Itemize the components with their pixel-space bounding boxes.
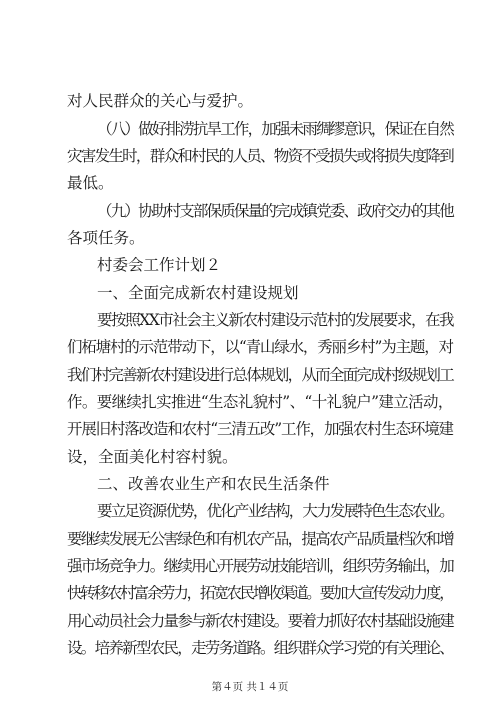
text-line: （九）协助村支部保质保量的完成镇党委、政府交办的其他 bbox=[97, 202, 454, 220]
text-line: （八）做好排涝抗旱工作，加强未雨绸缪意识，保证在自然 bbox=[97, 120, 454, 138]
text-line: 最低。 bbox=[67, 174, 114, 192]
text-line: 要继续发展无公害绿色和有机农产品，提高农产品质量档次和增 bbox=[67, 530, 454, 548]
text-line: 要立足资源优势，优化产业结构，大力发展特色生态农业。 bbox=[97, 502, 454, 520]
text-line: 开展旧村落改造和农村“三清五改”工作，加强农村生态环境建 bbox=[67, 420, 453, 438]
text-line: 灾害发生时，群众和村民的人员、物资不受损失或将损失度降到 bbox=[67, 147, 454, 165]
text-line: 们柘塘村的示范带动下，以“青山绿水，秀丽乡村”为主题，对 bbox=[67, 338, 453, 356]
section-heading: 一、全面完成新农村建设规划 bbox=[97, 284, 299, 302]
text-line: 快转移农村富余劳力，拓宽农民增收渠道。要加大宣传发动力度， bbox=[67, 584, 453, 602]
page-number-footer: 第４页 共１４页 bbox=[211, 681, 289, 693]
text-line: 各项任务。 bbox=[67, 229, 145, 247]
text-line: 用心动员社会力量参与新农村建设。要着力抓好农村基础设施建 bbox=[67, 612, 454, 630]
text-line: 作。要继续扎实推进“生态礼貌村”、“十礼貌户”建立活动， bbox=[67, 393, 453, 411]
text-line: 设，全面美化村容村貌。 bbox=[67, 448, 238, 466]
text-line: 设。培养新型农民，走劳务道路。组织群众学习党的有关理论、 bbox=[67, 639, 454, 657]
text-line: 强市场竞争力。继续用心开展劳动技能培训，组织劳务输出，加 bbox=[67, 557, 454, 575]
text-line: 我们村完善新农村建设进行总体规划，从而全面完成村级规划工 bbox=[67, 366, 454, 384]
section-heading: 二、改善农业生产和农民生活条件 bbox=[97, 475, 330, 493]
text-line: 要按照XX市社会主义新农村建设示范村的发展要求，在我 bbox=[97, 311, 454, 329]
text-line: 对人民群众的关心与爱护。 bbox=[67, 92, 254, 110]
section-heading: 村委会工作计划２ bbox=[97, 256, 222, 274]
